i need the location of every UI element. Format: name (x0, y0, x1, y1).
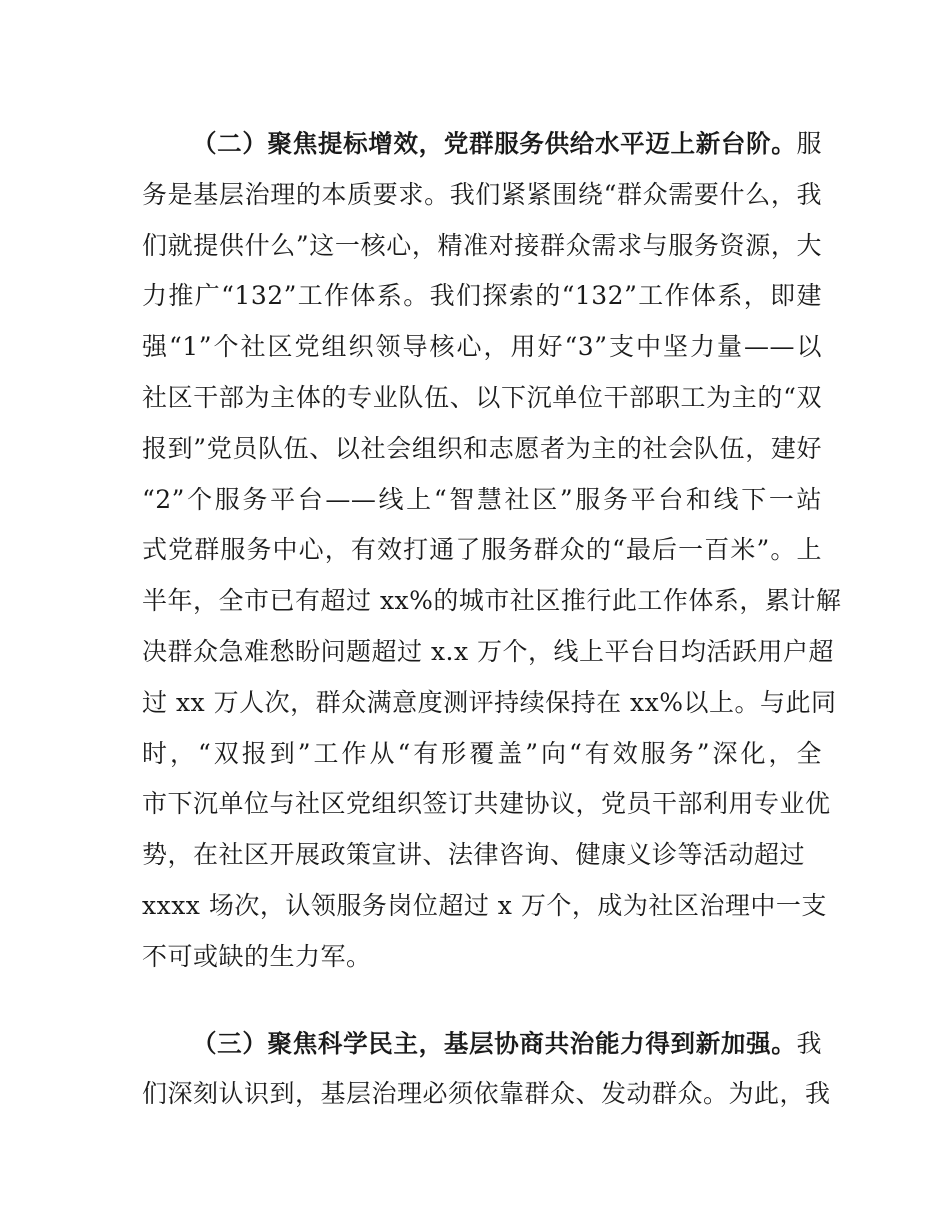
section-2-line-10: 半年，全市已有超过 xx%的城市社区推行此工作体系，累计解 (142, 586, 842, 616)
section-3-heading: （三）聚焦科学民主，基层协商共治能力得到新加强。 (192, 1028, 797, 1058)
section-2-line-4: 力推广“132”工作体系。我们探索的“132”工作体系，即建 (142, 281, 822, 311)
paragraph-gap (142, 983, 822, 1019)
section-2-line-14: 市下沉单位与社区党组织签订共建协议，党员干部利用专业优 (142, 789, 831, 819)
document-body (142, 119, 842, 1120)
section-2-line-12: 过 xx 万人次，群众满意度测评持续保持在 xx%以上。与此同 (142, 687, 837, 717)
section-2-line-7: 报到”党员队伍、以社会组织和志愿者为主的社会队伍，建好 (142, 433, 822, 463)
section-2-line-3: 们就提供什么”这一核心，精准对接群众需求与服务资源，大 (142, 230, 822, 260)
section-2-text: 服 (796, 129, 822, 158)
section-2-line-9: 式党群服务中心，有效打通了服务群众的“最后一百米”。上 (142, 535, 822, 565)
section-2-line-17: 不可或缺的生力军。 (142, 941, 372, 971)
section-2-heading: （二）聚焦提标增效，党群服务供给水平迈上新台阶。 (192, 129, 797, 158)
section-2-line-16: xxxx 场次，认领服务岗位超过 x 万个，成为社区治理中一支 (142, 890, 827, 920)
section-2-line-6: 社区干部为主体的专业队伍、以下沉单位干部职工为主的“双 (142, 382, 822, 412)
section-2-line-15: 势，在社区开展政策宣讲、法律咨询、健康义诊等活动超过 (142, 840, 806, 870)
section-2-line-5: 强“1”个社区党组织领导核心，用好“3”支中坚力量——以 (142, 332, 822, 362)
section-2-line-13: 时，“双报到”工作从“有形覆盖”向“有效服务”深化，全 (142, 738, 822, 768)
section-3-text: 我 (796, 1028, 822, 1058)
section-2-line-8: “2”个服务平台——线上“智慧社区”服务平台和线下一站 (142, 484, 822, 514)
section-3-line-1 (142, 1019, 822, 1070)
section-3-line-2: 们深刻认识到，基层治理必须依靠群众、发动群众。为此，我 (142, 1079, 831, 1109)
section-2-line-2: 务是基层治理的本质要求。我们紧紧围绕“群众需要什么，我 (142, 179, 822, 209)
section-2-line-1 (142, 119, 822, 170)
section-2-line-11: 决群众急难愁盼问题超过 x.x 万个，线上平台日均活跃用户超 (142, 636, 835, 666)
